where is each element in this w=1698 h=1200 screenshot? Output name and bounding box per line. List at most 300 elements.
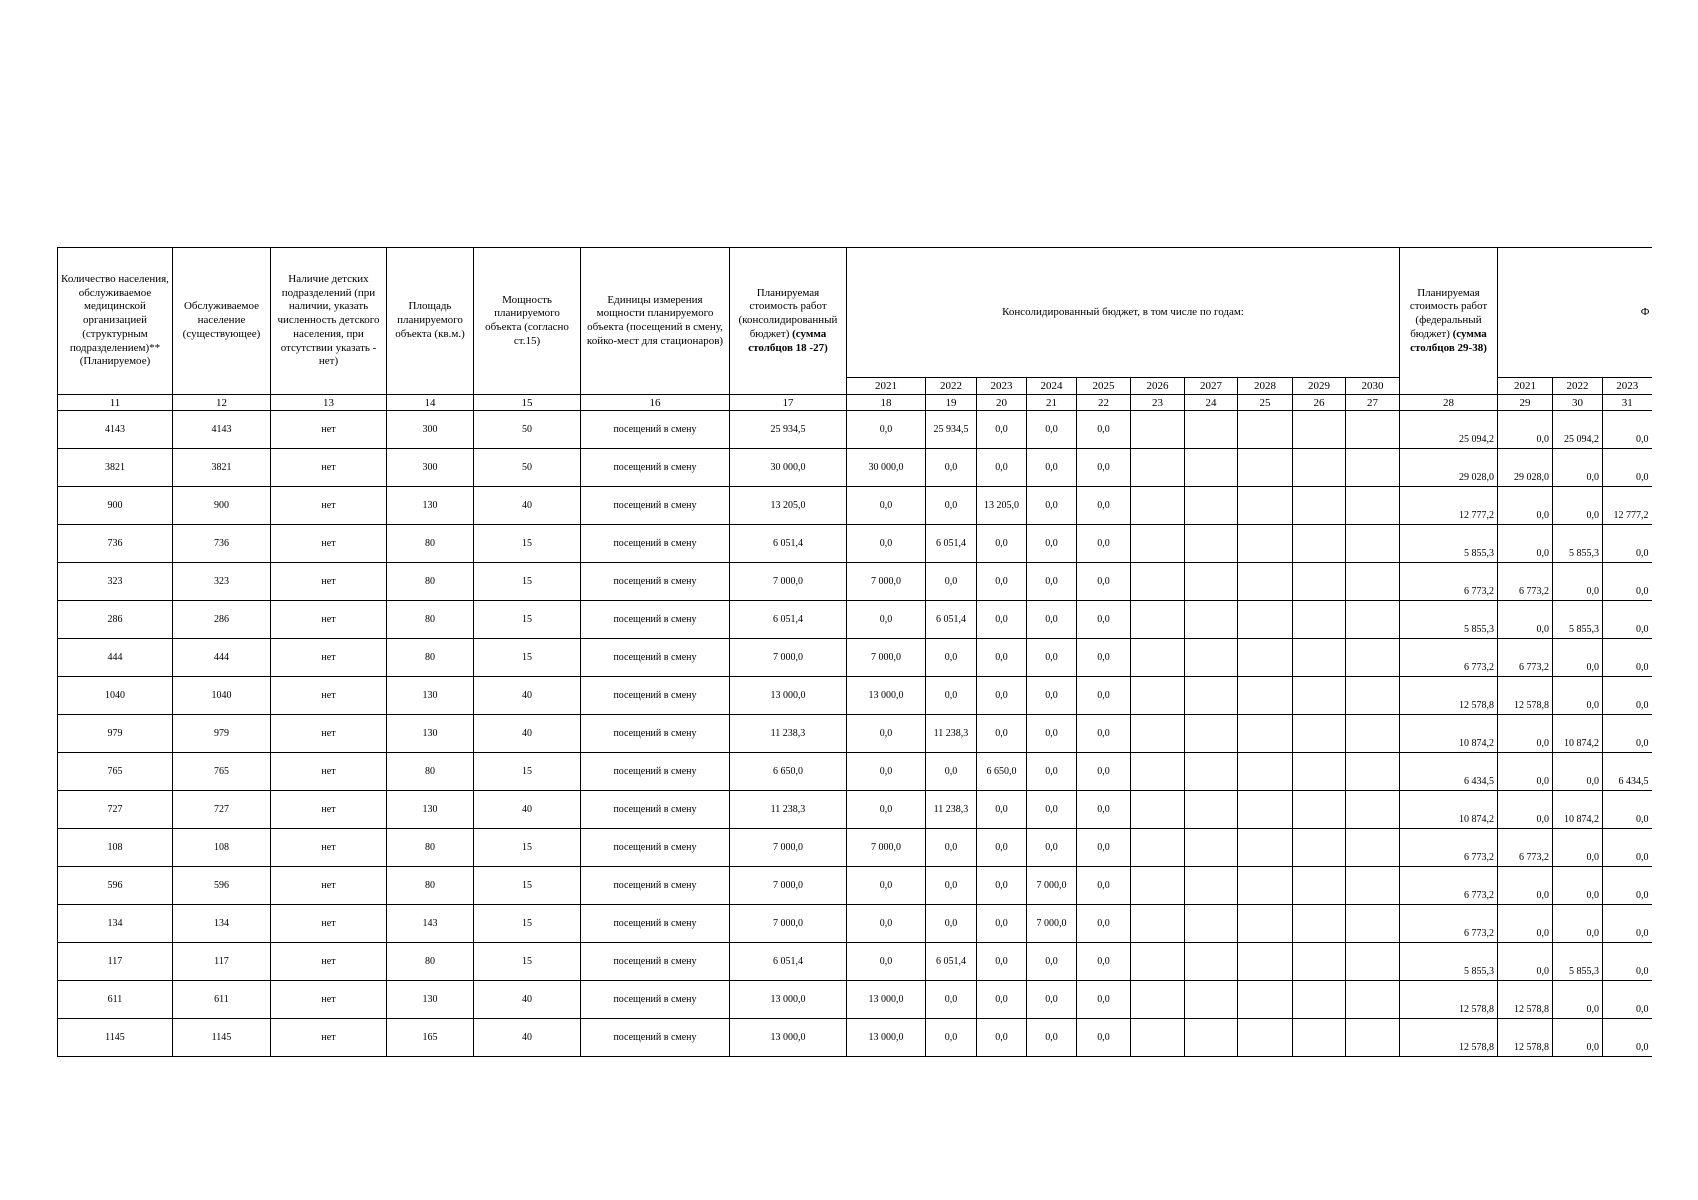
cell-empty <box>1293 677 1346 715</box>
cell-c31: 0,0 <box>1603 1019 1652 1057</box>
cell-empty <box>1131 563 1185 601</box>
cell-c29: 6 773,2 <box>1498 639 1553 677</box>
cell-empty <box>1238 943 1293 981</box>
cell-c13: нет <box>271 449 387 487</box>
cell-c18: 30 000,0 <box>847 449 926 487</box>
cell-c31: 0,0 <box>1603 829 1652 867</box>
cell-c19: 0,0 <box>926 563 977 601</box>
cell-c19: 6 051,4 <box>926 525 977 563</box>
cell-c13: нет <box>271 829 387 867</box>
table-row <box>58 943 1652 981</box>
cell-c15: 15 <box>474 639 581 677</box>
cell-c20: 0,0 <box>977 449 1027 487</box>
cell-c19: 6 051,4 <box>926 943 977 981</box>
cell-c17: 25 934,5 <box>730 411 847 449</box>
cell-c21: 0,0 <box>1027 715 1077 753</box>
column-number: 17 <box>730 395 847 411</box>
cell-empty <box>1185 411 1238 449</box>
table-row <box>58 487 1652 525</box>
cell-empty <box>1238 487 1293 525</box>
cell-c18: 0,0 <box>847 411 926 449</box>
cell-c16: посещений в смену <box>581 601 730 639</box>
cell-c17: 11 238,3 <box>730 791 847 829</box>
cell-c29: 0,0 <box>1498 601 1553 639</box>
cell-c14: 80 <box>387 867 474 905</box>
cell-c31: 0,0 <box>1603 905 1652 943</box>
cell-c21: 0,0 <box>1027 525 1077 563</box>
cell-c14: 80 <box>387 639 474 677</box>
cell-c22: 0,0 <box>1077 867 1131 905</box>
cell-c12: 765 <box>173 753 271 791</box>
cell-c15: 40 <box>474 487 581 525</box>
cell-c31: 0,0 <box>1603 715 1652 753</box>
cell-empty <box>1238 981 1293 1019</box>
column-number: 27 <box>1346 395 1400 411</box>
cell-c18: 0,0 <box>847 867 926 905</box>
cell-c14: 165 <box>387 1019 474 1057</box>
cell-c13: нет <box>271 639 387 677</box>
col14-header: Площадь планируемого объекта (кв.м.) <box>387 248 474 395</box>
cell-c30: 0,0 <box>1553 867 1603 905</box>
cell-c15: 50 <box>474 411 581 449</box>
column-number: 31 <box>1603 395 1652 411</box>
cell-c28: 6 773,2 <box>1400 905 1498 943</box>
cell-empty <box>1131 1019 1185 1057</box>
column-number: 30 <box>1553 395 1603 411</box>
cell-c15: 15 <box>474 905 581 943</box>
cell-c22: 0,0 <box>1077 525 1131 563</box>
cell-c22: 0,0 <box>1077 563 1131 601</box>
cell-empty <box>1185 563 1238 601</box>
cell-empty <box>1346 905 1400 943</box>
cell-c30: 0,0 <box>1553 829 1603 867</box>
table-row <box>58 525 1652 563</box>
column-number: 25 <box>1238 395 1293 411</box>
cell-c18: 0,0 <box>847 791 926 829</box>
cell-c30: 0,0 <box>1553 677 1603 715</box>
cell-empty <box>1238 449 1293 487</box>
cell-c17: 7 000,0 <box>730 867 847 905</box>
cell-empty <box>1346 411 1400 449</box>
cell-empty <box>1238 791 1293 829</box>
year-header-consolidated: 2023 <box>977 378 1027 395</box>
cell-empty <box>1238 563 1293 601</box>
cell-c31: 6 434,5 <box>1603 753 1652 791</box>
table-row <box>58 981 1652 1019</box>
cell-c31: 0,0 <box>1603 639 1652 677</box>
cell-c18: 0,0 <box>847 905 926 943</box>
cell-empty <box>1293 525 1346 563</box>
cell-empty <box>1346 867 1400 905</box>
cell-empty <box>1131 449 1185 487</box>
cell-c17: 6 051,4 <box>730 525 847 563</box>
cell-empty <box>1293 943 1346 981</box>
cell-c17: 11 238,3 <box>730 715 847 753</box>
cell-empty <box>1185 715 1238 753</box>
cell-c16: посещений в смену <box>581 981 730 1019</box>
cell-c20: 0,0 <box>977 1019 1027 1057</box>
table-row <box>58 411 1652 449</box>
cell-c31: 0,0 <box>1603 563 1652 601</box>
cell-c19: 6 051,4 <box>926 601 977 639</box>
cell-c22: 0,0 <box>1077 715 1131 753</box>
column-number: 23 <box>1131 395 1185 411</box>
cell-c18: 7 000,0 <box>847 639 926 677</box>
cell-empty <box>1185 981 1238 1019</box>
cell-empty <box>1293 639 1346 677</box>
cell-c12: 1040 <box>173 677 271 715</box>
cell-c21: 0,0 <box>1027 449 1077 487</box>
cell-c11: 765 <box>58 753 173 791</box>
cell-empty <box>1238 411 1293 449</box>
cell-c14: 80 <box>387 601 474 639</box>
cell-c16: посещений в смену <box>581 487 730 525</box>
cell-c19: 0,0 <box>926 867 977 905</box>
cell-c20: 0,0 <box>977 829 1027 867</box>
cell-c29: 29 028,0 <box>1498 449 1553 487</box>
cell-c13: нет <box>271 677 387 715</box>
cell-c31: 12 777,2 <box>1603 487 1652 525</box>
cell-empty <box>1131 411 1185 449</box>
year-header-consolidated: 2027 <box>1185 378 1238 395</box>
col28-header-sum: (сумма столбцов 29-38) <box>1410 327 1487 354</box>
cell-c30: 5 855,3 <box>1553 525 1603 563</box>
cell-empty <box>1346 563 1400 601</box>
cell-c12: 1145 <box>173 1019 271 1057</box>
cell-empty <box>1185 791 1238 829</box>
cell-c31: 0,0 <box>1603 791 1652 829</box>
cell-c29: 12 578,8 <box>1498 677 1553 715</box>
cell-empty <box>1346 449 1400 487</box>
cell-c22: 0,0 <box>1077 1019 1131 1057</box>
cell-c18: 0,0 <box>847 943 926 981</box>
cell-c12: 286 <box>173 601 271 639</box>
cell-c21: 0,0 <box>1027 981 1077 1019</box>
cell-empty <box>1293 715 1346 753</box>
cell-empty <box>1131 677 1185 715</box>
cell-c19: 0,0 <box>926 1019 977 1057</box>
cell-c28: 10 874,2 <box>1400 715 1498 753</box>
cell-c12: 596 <box>173 867 271 905</box>
cell-empty <box>1238 601 1293 639</box>
cell-c12: 979 <box>173 715 271 753</box>
cell-c19: 11 238,3 <box>926 791 977 829</box>
cell-c20: 0,0 <box>977 639 1027 677</box>
cell-c22: 0,0 <box>1077 677 1131 715</box>
cell-c22: 0,0 <box>1077 487 1131 525</box>
cell-c20: 0,0 <box>977 525 1027 563</box>
year-header-consolidated: 2021 <box>847 378 926 395</box>
cell-c29: 6 773,2 <box>1498 563 1553 601</box>
cell-c14: 130 <box>387 677 474 715</box>
cell-c17: 13 000,0 <box>730 981 847 1019</box>
cell-c11: 1040 <box>58 677 173 715</box>
cell-c20: 0,0 <box>977 791 1027 829</box>
cell-empty <box>1185 753 1238 791</box>
cell-empty <box>1185 449 1238 487</box>
cell-empty <box>1346 715 1400 753</box>
cell-c12: 444 <box>173 639 271 677</box>
cell-c13: нет <box>271 753 387 791</box>
year-header-consolidated: 2025 <box>1077 378 1131 395</box>
cell-c14: 80 <box>387 829 474 867</box>
cell-empty <box>1346 753 1400 791</box>
cell-c11: 1145 <box>58 1019 173 1057</box>
cell-empty <box>1185 829 1238 867</box>
cell-c15: 40 <box>474 1019 581 1057</box>
cell-c28: 5 855,3 <box>1400 601 1498 639</box>
cell-empty <box>1131 753 1185 791</box>
cell-c12: 117 <box>173 943 271 981</box>
cell-c21: 0,0 <box>1027 411 1077 449</box>
cell-c12: 108 <box>173 829 271 867</box>
cell-c20: 0,0 <box>977 981 1027 1019</box>
cell-c22: 0,0 <box>1077 753 1131 791</box>
cell-c18: 0,0 <box>847 601 926 639</box>
cell-c28: 6 773,2 <box>1400 867 1498 905</box>
cell-c12: 134 <box>173 905 271 943</box>
cell-c20: 0,0 <box>977 677 1027 715</box>
col17-header <box>730 248 847 395</box>
cell-c18: 7 000,0 <box>847 829 926 867</box>
column-number: 11 <box>58 395 173 411</box>
cell-c11: 3821 <box>58 449 173 487</box>
cell-c29: 0,0 <box>1498 943 1553 981</box>
column-number: 14 <box>387 395 474 411</box>
cell-c22: 0,0 <box>1077 639 1131 677</box>
cell-c28: 6 434,5 <box>1400 753 1498 791</box>
col15-header: Мощность планируемого объекта (согласно ст.15) <box>474 248 581 395</box>
cell-c21: 0,0 <box>1027 1019 1077 1057</box>
cell-c28: 10 874,2 <box>1400 791 1498 829</box>
column-number: 12 <box>173 395 271 411</box>
cell-empty <box>1293 449 1346 487</box>
cell-c29: 0,0 <box>1498 867 1553 905</box>
cell-c28: 12 578,8 <box>1400 1019 1498 1057</box>
cell-c30: 0,0 <box>1553 753 1603 791</box>
cell-c21: 0,0 <box>1027 829 1077 867</box>
cell-empty <box>1293 981 1346 1019</box>
table-row <box>58 639 1652 677</box>
cell-c28: 5 855,3 <box>1400 525 1498 563</box>
cell-c31: 0,0 <box>1603 449 1652 487</box>
cell-c15: 40 <box>474 791 581 829</box>
cell-empty <box>1293 753 1346 791</box>
cell-c11: 596 <box>58 867 173 905</box>
cell-empty <box>1293 1019 1346 1057</box>
column-number: 20 <box>977 395 1027 411</box>
cell-c11: 736 <box>58 525 173 563</box>
cell-c17: 13 000,0 <box>730 1019 847 1057</box>
cell-c16: посещений в смену <box>581 677 730 715</box>
cell-c21: 0,0 <box>1027 753 1077 791</box>
cell-empty <box>1131 601 1185 639</box>
column-number: 29 <box>1498 395 1553 411</box>
cell-c15: 40 <box>474 981 581 1019</box>
cell-c13: нет <box>271 1019 387 1057</box>
cell-c29: 0,0 <box>1498 487 1553 525</box>
cell-c29: 0,0 <box>1498 753 1553 791</box>
cell-c15: 15 <box>474 525 581 563</box>
cell-c30: 25 094,2 <box>1553 411 1603 449</box>
cell-c11: 979 <box>58 715 173 753</box>
cell-c14: 80 <box>387 753 474 791</box>
cell-c18: 0,0 <box>847 525 926 563</box>
cell-c19: 0,0 <box>926 677 977 715</box>
cell-c19: 0,0 <box>926 449 977 487</box>
cell-c13: нет <box>271 943 387 981</box>
cell-empty <box>1131 943 1185 981</box>
cell-c22: 0,0 <box>1077 411 1131 449</box>
cell-empty <box>1238 677 1293 715</box>
cell-empty <box>1238 905 1293 943</box>
cell-empty <box>1293 791 1346 829</box>
cell-c17: 13 000,0 <box>730 677 847 715</box>
cell-c31: 0,0 <box>1603 867 1652 905</box>
cell-c14: 130 <box>387 487 474 525</box>
cell-c15: 15 <box>474 829 581 867</box>
cell-c31: 0,0 <box>1603 943 1652 981</box>
cell-c29: 0,0 <box>1498 905 1553 943</box>
cell-c11: 108 <box>58 829 173 867</box>
cell-c18: 7 000,0 <box>847 563 926 601</box>
table-row <box>58 905 1652 943</box>
cell-empty <box>1238 525 1293 563</box>
cell-c13: нет <box>271 981 387 1019</box>
cell-c16: посещений в смену <box>581 867 730 905</box>
cell-empty <box>1293 905 1346 943</box>
cell-c28: 29 028,0 <box>1400 449 1498 487</box>
cell-c21: 0,0 <box>1027 677 1077 715</box>
cell-c29: 6 773,2 <box>1498 829 1553 867</box>
cell-c15: 15 <box>474 943 581 981</box>
cell-c17: 7 000,0 <box>730 905 847 943</box>
cell-c17: 6 650,0 <box>730 753 847 791</box>
year-header-consolidated: 2022 <box>926 378 977 395</box>
table-row <box>58 601 1652 639</box>
table-row <box>58 791 1652 829</box>
cell-c30: 0,0 <box>1553 981 1603 1019</box>
cell-c29: 0,0 <box>1498 411 1553 449</box>
federal-budget-header <box>1498 248 1652 378</box>
cell-empty <box>1185 487 1238 525</box>
cell-c16: посещений в смену <box>581 905 730 943</box>
cell-c19: 0,0 <box>926 981 977 1019</box>
cell-c22: 0,0 <box>1077 829 1131 867</box>
year-header-consolidated: 2024 <box>1027 378 1077 395</box>
cell-c29: 12 578,8 <box>1498 981 1553 1019</box>
cell-empty <box>1238 639 1293 677</box>
consolidated-budget-header: Консолидированный бюджет, в том числе по годам: <box>847 248 1400 378</box>
cell-c21: 7 000,0 <box>1027 867 1077 905</box>
cell-c17: 30 000,0 <box>730 449 847 487</box>
cell-empty <box>1131 867 1185 905</box>
cell-empty <box>1346 487 1400 525</box>
cell-c21: 0,0 <box>1027 487 1077 525</box>
cell-c29: 0,0 <box>1498 525 1553 563</box>
table-row <box>58 829 1652 867</box>
cell-c14: 143 <box>387 905 474 943</box>
cell-c20: 0,0 <box>977 411 1027 449</box>
year-header-consolidated: 2029 <box>1293 378 1346 395</box>
cell-empty <box>1346 943 1400 981</box>
cell-empty <box>1185 943 1238 981</box>
budget-table <box>57 247 1652 1057</box>
cell-c19: 0,0 <box>926 753 977 791</box>
cell-c14: 130 <box>387 791 474 829</box>
cell-c22: 0,0 <box>1077 981 1131 1019</box>
cell-empty <box>1131 981 1185 1019</box>
col16-header: Единицы измерения мощности планируемого объекта (посещений в смену, койко-мест для стационаров) <box>581 248 730 395</box>
cell-empty <box>1185 867 1238 905</box>
cell-c30: 0,0 <box>1553 639 1603 677</box>
cell-c30: 0,0 <box>1553 1019 1603 1057</box>
cell-c31: 0,0 <box>1603 981 1652 1019</box>
year-header-consolidated: 2026 <box>1131 378 1185 395</box>
cell-empty <box>1238 1019 1293 1057</box>
cell-empty <box>1293 829 1346 867</box>
cell-c28: 6 773,2 <box>1400 639 1498 677</box>
cell-c31: 0,0 <box>1603 411 1652 449</box>
cell-c17: 7 000,0 <box>730 639 847 677</box>
cell-c14: 80 <box>387 563 474 601</box>
column-number: 19 <box>926 395 977 411</box>
year-header-federal: 2021 <box>1498 378 1553 395</box>
cell-empty <box>1131 791 1185 829</box>
cell-empty <box>1346 525 1400 563</box>
cell-c13: нет <box>271 905 387 943</box>
cell-c16: посещений в смену <box>581 563 730 601</box>
column-number: 26 <box>1293 395 1346 411</box>
cell-c28: 5 855,3 <box>1400 943 1498 981</box>
cell-c14: 130 <box>387 715 474 753</box>
cell-c28: 25 094,2 <box>1400 411 1498 449</box>
cell-c31: 0,0 <box>1603 525 1652 563</box>
year-header-federal: 2023 <box>1603 378 1652 395</box>
col17-header-sum: (сумма столбцов 18 -27) <box>748 327 828 354</box>
cell-c16: посещений в смену <box>581 943 730 981</box>
cell-c19: 0,0 <box>926 905 977 943</box>
cell-empty <box>1185 905 1238 943</box>
cell-c11: 117 <box>58 943 173 981</box>
cell-c30: 0,0 <box>1553 449 1603 487</box>
cell-c20: 0,0 <box>977 905 1027 943</box>
federal-header-fragment: Ф <box>1640 305 1650 318</box>
col11-header: Количество населения, обслуживаемое медицинской организацией (структурным подразделением)** (Планируемое) <box>58 248 173 395</box>
cell-empty <box>1346 601 1400 639</box>
cell-c12: 736 <box>173 525 271 563</box>
cell-c20: 0,0 <box>977 601 1027 639</box>
cell-c22: 0,0 <box>1077 905 1131 943</box>
cell-c30: 10 874,2 <box>1553 715 1603 753</box>
cell-c20: 0,0 <box>977 563 1027 601</box>
cell-c16: посещений в смену <box>581 525 730 563</box>
col13-header: Наличие детских подразделений (при наличии, указать численность детского населения, при отсутствии указать - нет) <box>271 248 387 395</box>
cell-c14: 80 <box>387 525 474 563</box>
table-row <box>58 677 1652 715</box>
cell-c13: нет <box>271 601 387 639</box>
cell-c28: 12 578,8 <box>1400 677 1498 715</box>
cell-c15: 15 <box>474 753 581 791</box>
cell-empty <box>1131 487 1185 525</box>
cell-c11: 134 <box>58 905 173 943</box>
col28-header <box>1400 248 1498 395</box>
cell-c19: 11 238,3 <box>926 715 977 753</box>
column-number: 18 <box>847 395 926 411</box>
cell-empty <box>1238 715 1293 753</box>
cell-c30: 5 855,3 <box>1553 601 1603 639</box>
cell-c17: 13 205,0 <box>730 487 847 525</box>
